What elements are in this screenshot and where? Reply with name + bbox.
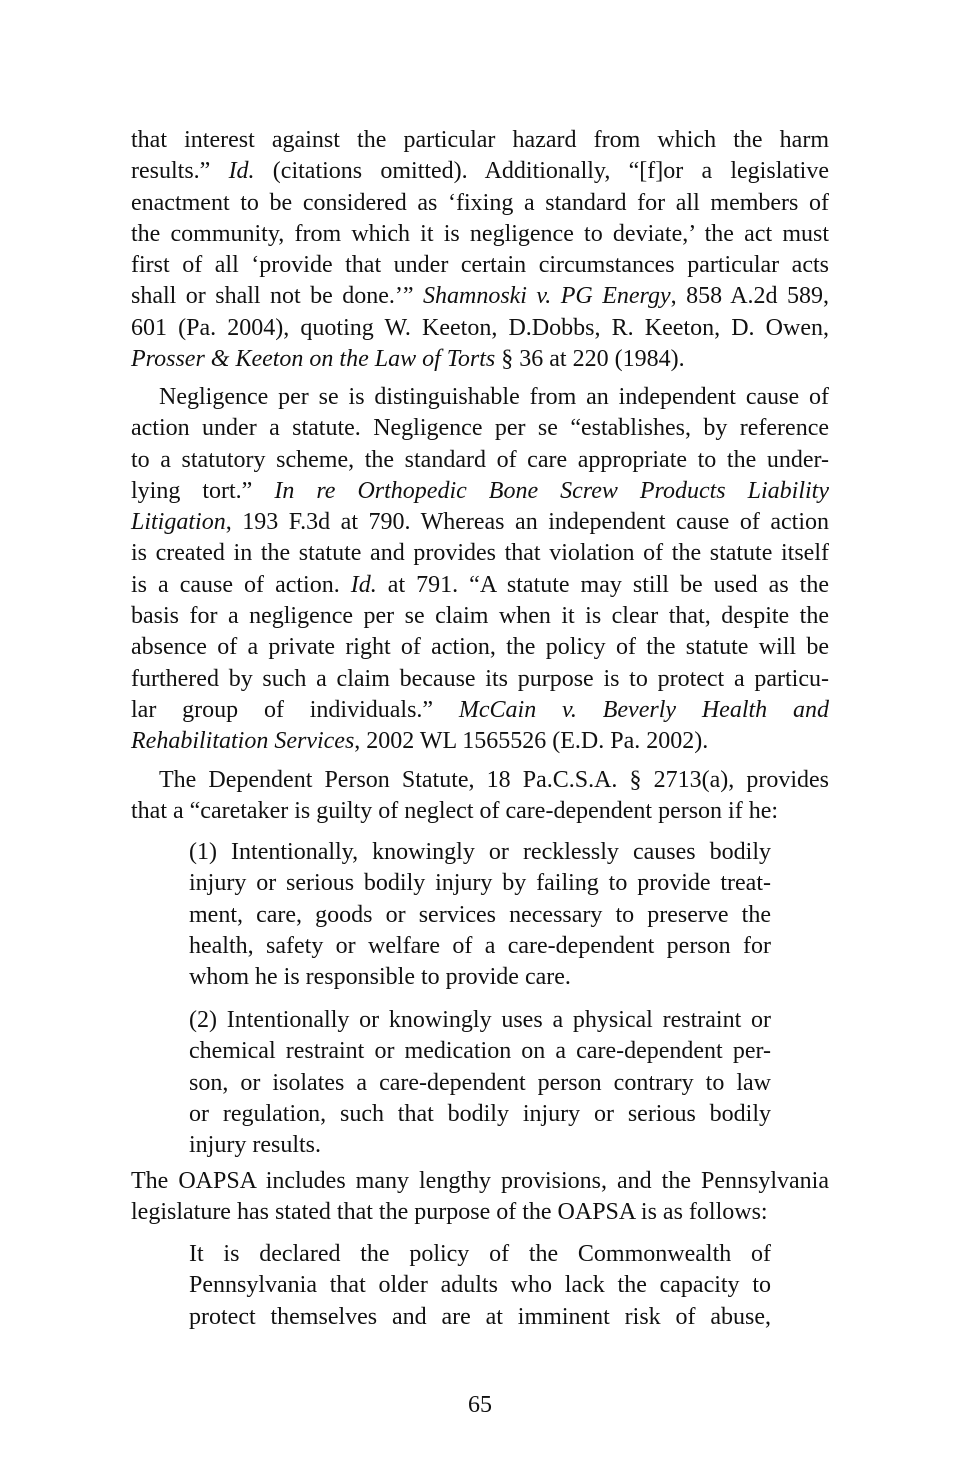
text-line — [131, 344, 829, 375]
text-line — [131, 125, 829, 156]
text-run: shall or shall not be done.’” — [131, 283, 423, 310]
text-line — [131, 382, 829, 413]
text-run: is a cause of action. — [131, 571, 351, 598]
text-run: action under a statute. Negligence per se “establishes, by reference — [131, 415, 829, 442]
text-line — [131, 538, 829, 569]
text-line — [189, 837, 771, 868]
text-line — [189, 900, 771, 931]
text-line — [189, 1270, 771, 1301]
text-line — [131, 601, 829, 632]
text-run: , 193 F.3d at 790. Whereas an independent cause of action — [225, 509, 829, 536]
text-run: that a “caretaker is guilty of neglect of care-dependent person if he: — [131, 798, 779, 825]
text-run: legislature has stated that the purpose of the OAPSA is as follows: — [131, 1199, 768, 1226]
paragraph-2 — [131, 382, 829, 758]
text-run: injury or serious bodily injury by failing to provide treat- — [189, 870, 771, 897]
text-line — [131, 632, 829, 663]
citation-italic: Id. — [350, 571, 377, 598]
text-run: results.” — [131, 158, 229, 185]
text-run: or regulation, such that bodily injury or serious bodily — [189, 1100, 771, 1127]
text-run: , 2002 WL 1565526 (E.D. Pa. 2002). — [354, 728, 709, 755]
text-line — [131, 765, 829, 796]
citation-italic: Id. — [228, 158, 255, 185]
text-line — [131, 413, 829, 444]
text-line — [131, 476, 829, 507]
text-run: basis for a negligence per se claim when it is clear that, despite the — [131, 603, 829, 630]
text-line — [189, 1068, 771, 1099]
paragraph-1 — [131, 125, 829, 375]
text-line — [189, 1239, 771, 1270]
text-run: lar group of individuals.” — [131, 696, 459, 723]
paragraph-3 — [131, 765, 829, 828]
text-run: enactment to be considered as ‘fixing a standard for all members of — [131, 189, 829, 216]
text-run: ment, care, goods or services necessary to preserve the — [189, 901, 771, 928]
text-run: that interest against the particular hazard from which the harm — [131, 127, 829, 153]
text-line — [189, 1036, 771, 1067]
text-run: is created in the statute and provides that violation of the statute itself — [131, 540, 829, 567]
text-run: The OAPSA includes many lengthy provisions, and the Pennsylvania — [131, 1168, 829, 1194]
text-line — [189, 962, 771, 993]
text-run: the community, from which it is negligence to deviate,’ the act must — [131, 220, 829, 247]
text-run: absence of a private right of action, the policy of the statute will be — [131, 634, 829, 661]
text-line — [131, 664, 829, 695]
text-run: son, or isolates a care-dependent person contrary to law — [189, 1069, 771, 1096]
text-run: lying tort.” — [131, 477, 275, 504]
page-number: 65 — [468, 1392, 492, 1418]
text-line — [131, 695, 829, 726]
text-line — [131, 726, 829, 757]
text-line — [189, 1302, 771, 1333]
citation-italic: Litigation — [131, 509, 226, 536]
text-run: whom he is responsible to provide care. — [189, 964, 571, 991]
text-run: furthered by such a claim because its purpose is to protect a particu- — [131, 665, 829, 692]
text-run: health, safety or welfare of a care-dependent person for — [189, 932, 771, 959]
text-run: Pennsylvania that older adults who lack the capacity to — [189, 1272, 771, 1299]
citation-italic: In re Orthopedic Bone Screw Products Liability — [274, 477, 829, 504]
text-line — [131, 156, 829, 187]
text-line — [189, 931, 771, 962]
text-run: The Dependent Person Statute, 18 Pa.C.S.A. § 2713(a), provides — [159, 767, 829, 793]
text-line — [131, 188, 829, 219]
text-line — [131, 1166, 829, 1197]
text-line — [131, 1197, 829, 1228]
text-run: 601 (Pa. 2004), quoting W. Keeton, D.Dobbs, R. Keeton, D. Owen, — [131, 314, 829, 341]
text-line — [189, 1099, 771, 1130]
text-line — [131, 250, 829, 281]
text-line — [131, 796, 829, 827]
text-line — [189, 868, 771, 899]
text-run: chemical restraint or medication on a care-dependent per- — [189, 1038, 771, 1065]
block-quote-1 — [189, 837, 771, 993]
text-run: injury results. — [189, 1132, 321, 1159]
text-line — [131, 507, 829, 538]
text-run: Negligence per se is distinguishable from an independent cause of — [159, 384, 829, 410]
paragraph-4 — [131, 1166, 829, 1229]
text-line — [131, 219, 829, 250]
citation-italic: Rehabilitation Services — [131, 728, 355, 755]
text-run: It is declared the policy of the Commonwealth of — [189, 1241, 771, 1267]
text-line — [131, 281, 829, 312]
text-run: to a statutory scheme, the standard of care appropriate to the under- — [131, 446, 829, 473]
text-run: protect themselves and are at imminent risk of abuse, — [189, 1303, 771, 1330]
text-run: (1) Intentionally, knowingly or recklessly causes bodily — [189, 839, 771, 865]
text-run: (citations omitted). Additionally, “[f]or a legislative — [254, 158, 829, 185]
text-line — [131, 445, 829, 476]
block-quote-3 — [189, 1239, 771, 1333]
text-run: (2) Intentionally or knowingly uses a physical restraint or — [189, 1007, 771, 1033]
citation-italic: Prosser & Keeton on the Law of Torts — [131, 346, 496, 373]
text-line — [131, 313, 829, 344]
text-run: , 858 A.2d 589, — [670, 283, 829, 310]
text-run: § 36 at 220 (1984). — [495, 346, 685, 373]
citation-italic: McCain v. Beverly Health and — [458, 696, 829, 723]
block-quote-2 — [189, 1005, 771, 1161]
text-run: first of all ‘provide that under certain circumstances particular acts — [131, 252, 829, 279]
text-line — [189, 1005, 771, 1036]
text-line — [189, 1130, 771, 1161]
text-line — [131, 570, 829, 601]
text-run: at 791. “A statute may still be used as the — [376, 571, 830, 598]
citation-italic: Shamnoski v. PG Energy — [422, 283, 671, 310]
